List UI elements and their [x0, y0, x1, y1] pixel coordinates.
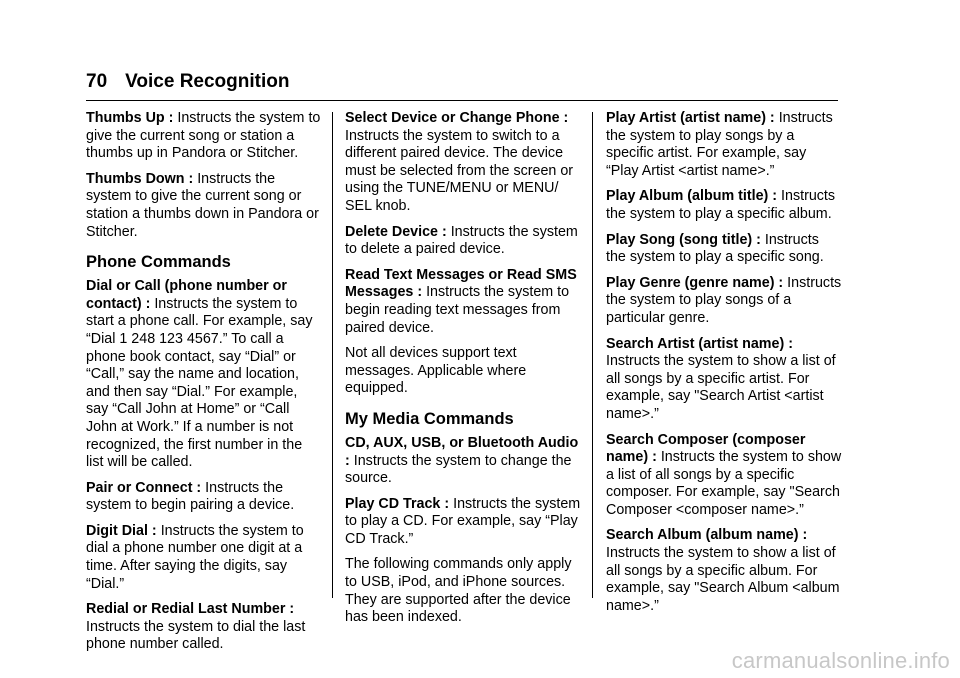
- command-description: Instructs the system to play a CD. For example, say “Play CD Track.”: [345, 495, 581, 547]
- header-rule: [86, 100, 838, 101]
- command-entry: [345, 267, 581, 337]
- command-description: Instructs the system to give the current song or station a thumbs down in Pandora or Stitcher.: [86, 170, 319, 240]
- command-description: Instructs the system to dial the last phone number called.: [86, 618, 306, 653]
- command-term: CD, AUX, USB, or Bluetooth Audio :: [345, 434, 579, 469]
- command-entry: [345, 110, 581, 216]
- command-entry: [345, 435, 581, 488]
- command-entry: [345, 224, 581, 259]
- command-description: Instructs the system to switch to a different paired device. The device must be selected from the screen or using the TUNE/MENU or MENU/ SEL knob.: [345, 127, 574, 214]
- page-header: [86, 70, 838, 94]
- command-term: Dial or Call (phone number or contact) :: [86, 278, 287, 312]
- command-description: Instructs the system to give the current song or station a thumbs up in Pandora or Stitcher.: [86, 110, 321, 162]
- command-entry: [606, 110, 842, 180]
- column-3: [606, 110, 842, 623]
- command-description: Instructs the system to begin pairing a device.: [86, 479, 295, 514]
- page-number: 70: [86, 71, 108, 92]
- section-heading: My Media Commands: [345, 409, 514, 428]
- command-description: Instructs the system to play songs by a specific artist. For example, say “Play Artist <artist name>.”: [606, 110, 833, 179]
- command-term: Select Device or Change Phone :: [345, 110, 569, 126]
- command-entry: [86, 278, 322, 472]
- command-entry: [606, 527, 842, 615]
- command-entry: [606, 275, 842, 328]
- command-description: Instructs the system to start a phone call. For example, say “Dial 1 248 123 4567.” To call a phone book contact, say “Dial” or “Call,” say the name and location, and then say “Dial.” For example, say “Call John at Home” or “Call John at Work.” If a number is not recognized, the first number in the list will be called.: [86, 295, 313, 471]
- command-description: Instructs the system to change the source.: [345, 452, 572, 487]
- watermark: carmanualsonline.info: [731, 648, 950, 673]
- note-paragraph: The following commands only apply to USB, iPod, and iPhone sources. They are supported after the device has been indexed.: [345, 556, 572, 626]
- command-term: Read Text Messages or Read SMS Messages :: [345, 266, 577, 301]
- command-entry: [606, 232, 842, 267]
- column-1: [86, 110, 322, 662]
- command-entry: [606, 336, 842, 424]
- note-paragraph: Not all devices support text messages. Applicable where equipped.: [345, 345, 527, 397]
- column-2: [345, 110, 581, 635]
- command-entry: [86, 523, 322, 593]
- command-description: Instructs the system to play a specific song.: [606, 231, 824, 266]
- column-divider-1: [332, 112, 333, 598]
- command-description: Instructs the system to begin reading text messages from paired device.: [345, 284, 570, 336]
- command-term: Thumbs Down :: [86, 170, 194, 187]
- command-entry: [606, 188, 842, 223]
- command-term: Play Album (album title) :: [606, 188, 778, 205]
- page-title: Voice Recognition: [125, 71, 290, 92]
- command-term: Play Artist (artist name) :: [606, 110, 775, 126]
- command-term: Digit Dial :: [86, 522, 157, 539]
- command-term: Delete Device :: [345, 223, 447, 240]
- command-term: Search Artist (artist name) :: [606, 335, 793, 352]
- command-description: Instructs the system to dial a phone number one digit at a time. After saying the digits, say “Dial.”: [86, 522, 304, 592]
- command-entry: [86, 601, 322, 654]
- command-description: Instructs the system to show a list of all songs by a specific composer. For example, say "Search Composer <composer name>.”: [606, 449, 842, 518]
- command-term: Redial or Redial Last Number :: [86, 601, 295, 618]
- command-description: Instructs the system to show a list of all songs by a specific artist. For example, say "Search Artist <artist name>.”: [606, 353, 836, 422]
- command-description: Instructs the system to play a specific album.: [606, 188, 836, 222]
- command-entry: [345, 496, 581, 549]
- section-heading: Phone Commands: [86, 253, 231, 272]
- command-description: Instructs the system to show a list of all songs by a specific album. For example, say "Search Album <album name>.”: [606, 545, 840, 614]
- command-term: Search Album (album name) :: [606, 527, 808, 544]
- command-entry: [86, 480, 322, 515]
- command-entry: [86, 171, 322, 241]
- command-term: Search Composer (composer name) :: [606, 431, 806, 466]
- command-term: Pair or Connect :: [86, 479, 202, 496]
- command-entry: [606, 432, 842, 520]
- command-term: Thumbs Up :: [86, 110, 174, 126]
- command-term: Play CD Track :: [345, 495, 450, 512]
- command-term: Play Genre (genre name) :: [606, 274, 784, 291]
- command-entry: [86, 110, 322, 163]
- command-description: Instructs the system to delete a paired device.: [345, 223, 578, 258]
- column-divider-2: [592, 112, 593, 598]
- command-description: Instructs the system to play songs of a particular genre.: [606, 274, 842, 326]
- command-term: Play Song (song title) :: [606, 231, 761, 248]
